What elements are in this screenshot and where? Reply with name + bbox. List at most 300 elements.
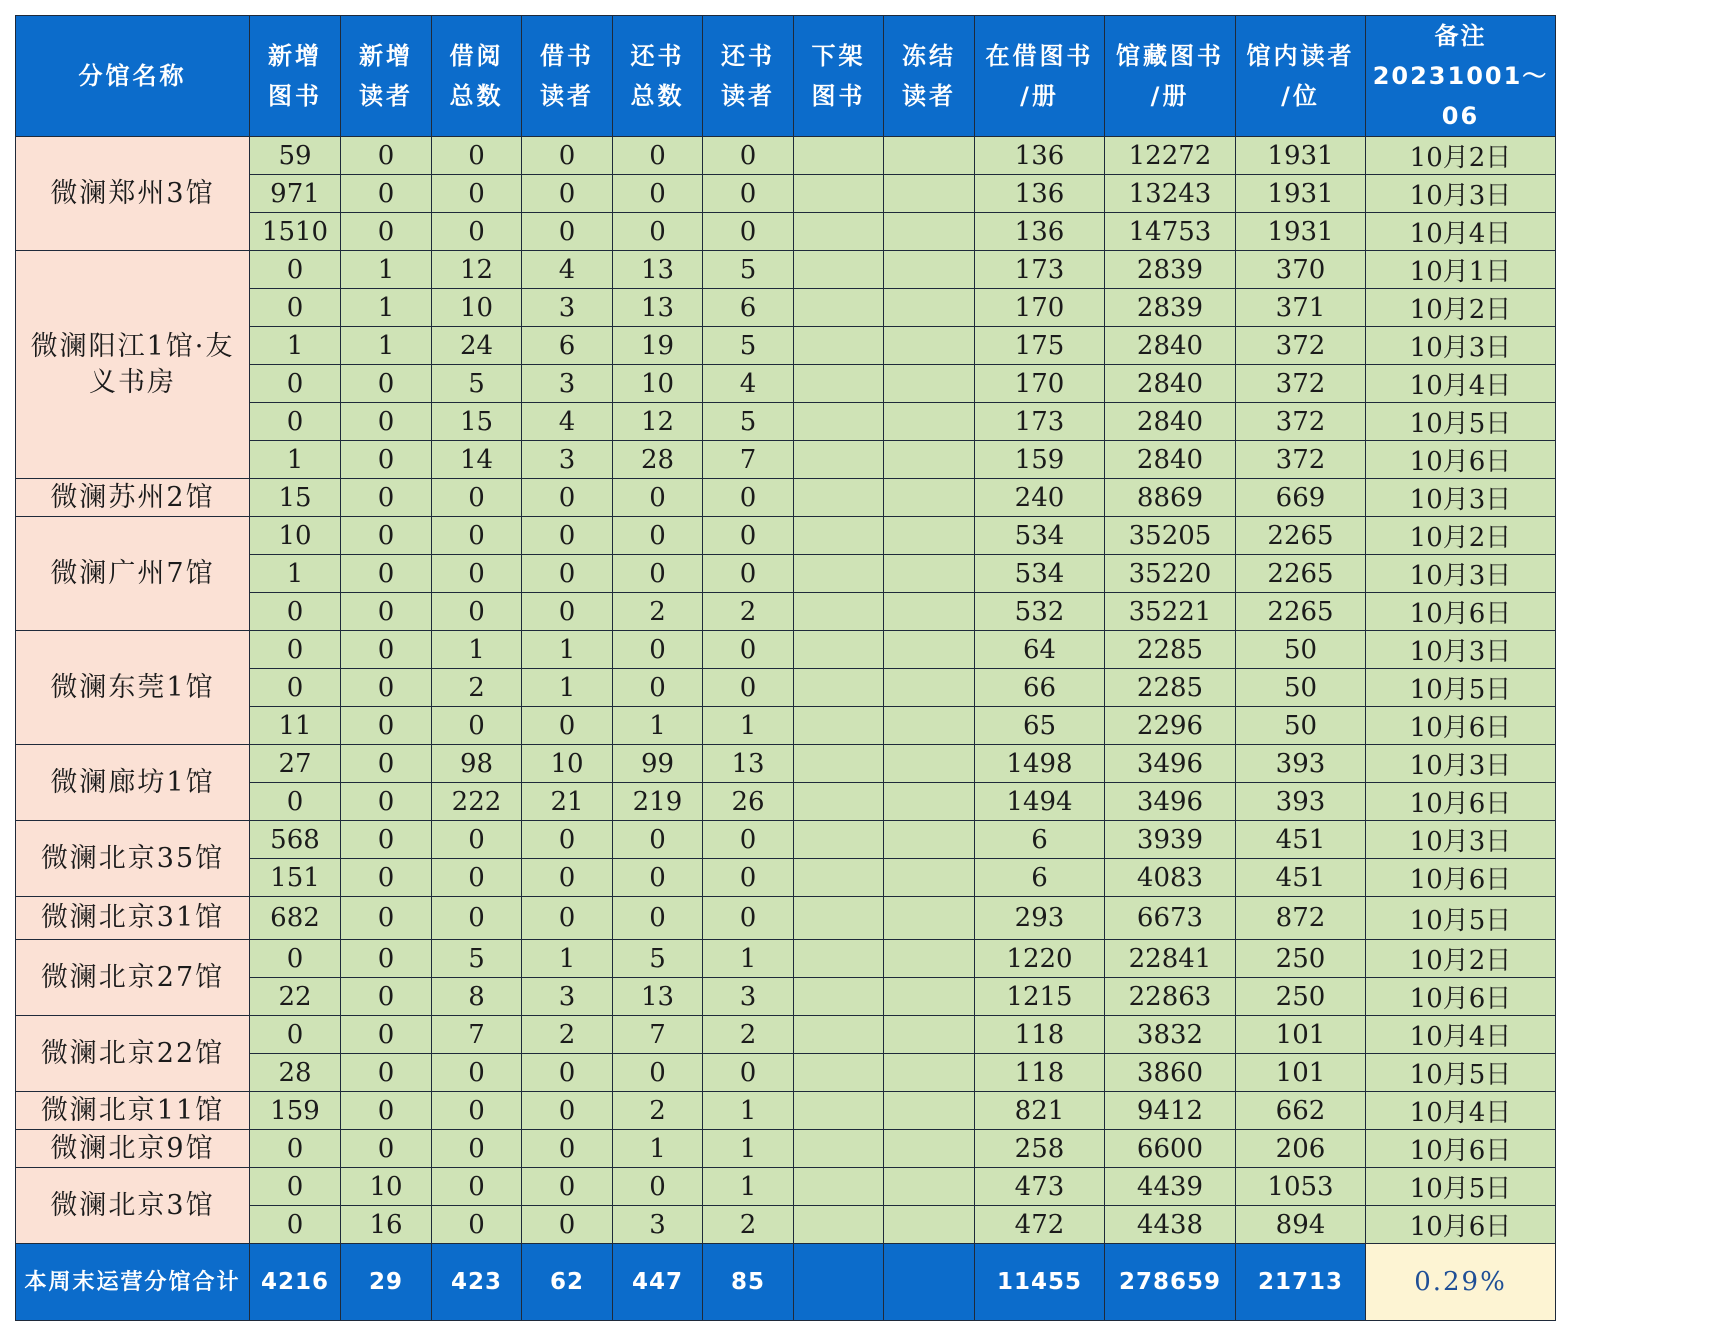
header-label: 新增: [268, 42, 322, 70]
books-on-loan-cell: 240: [975, 479, 1105, 517]
notes-cell: 10月2日: [1366, 517, 1556, 555]
frozen-readers-cell: [884, 783, 975, 821]
delisted-books-cell: [794, 251, 884, 289]
returns-total-cell: 7: [613, 1016, 703, 1054]
branch-name-cell: 微澜北京9馆: [16, 1130, 250, 1168]
header-label: 在借图书: [985, 42, 1094, 70]
new-books-cell: 0: [250, 1130, 341, 1168]
new-readers-cell: 0: [341, 517, 432, 555]
header-new-books: [250, 16, 341, 137]
notes-cell: 10月4日: [1366, 1016, 1556, 1054]
frozen-readers-cell: [884, 175, 975, 213]
loans-total-cell: 0: [432, 1130, 522, 1168]
books-on-loan-cell: 170: [975, 289, 1105, 327]
table-row: [16, 479, 1556, 517]
books-on-loan-cell: 473: [975, 1168, 1105, 1206]
borrowing-readers-cell: 0: [522, 555, 613, 593]
new-books-cell: 0: [250, 631, 341, 669]
new-books-cell: 0: [250, 1016, 341, 1054]
borrowing-readers-cell: 1: [522, 631, 613, 669]
delisted-books-cell: [794, 1168, 884, 1206]
delisted-books-cell: [794, 978, 884, 1016]
frozen-readers-cell: [884, 289, 975, 327]
readers-in-branch-cell: 372: [1236, 365, 1366, 403]
collection-books-cell: 3832: [1105, 1016, 1236, 1054]
books-on-loan-cell: 821: [975, 1092, 1105, 1130]
header-sublabel: 读者: [540, 82, 594, 110]
new-readers-cell: 0: [341, 441, 432, 479]
table-row: [16, 940, 1556, 978]
readers-in-branch-cell: 669: [1236, 479, 1366, 517]
new-readers-cell: 10: [341, 1168, 432, 1206]
borrowing-readers-cell: 6: [522, 327, 613, 365]
new-books-cell: 0: [250, 403, 341, 441]
loans-total-cell: 5: [432, 365, 522, 403]
collection-books-cell: 3496: [1105, 783, 1236, 821]
returns-total-cell: 2: [613, 593, 703, 631]
header-returns-total: [613, 16, 703, 137]
loans-total-cell: 0: [432, 897, 522, 940]
borrowing-readers-cell: 10: [522, 745, 613, 783]
new-readers-cell: 0: [341, 940, 432, 978]
frozen-readers-cell: [884, 1054, 975, 1092]
loans-total-cell: 98: [432, 745, 522, 783]
returning-readers-cell: 2: [703, 1206, 794, 1244]
borrowing-readers-cell: 2: [522, 1016, 613, 1054]
collection-books-cell: 2839: [1105, 251, 1236, 289]
loans-total-cell: 2: [432, 669, 522, 707]
header-label: 还书: [721, 42, 775, 70]
collection-books-cell: 35221: [1105, 593, 1236, 631]
books-on-loan-cell: 136: [975, 137, 1105, 175]
books-on-loan-cell: 6: [975, 821, 1105, 859]
notes-cell: 10月2日: [1366, 940, 1556, 978]
notes-cell: 10月6日: [1366, 441, 1556, 479]
returning-readers-cell: 0: [703, 897, 794, 940]
collection-books-cell: 3496: [1105, 745, 1236, 783]
delisted-books-cell: [794, 1206, 884, 1244]
borrowing-readers-cell: 4: [522, 403, 613, 441]
books-on-loan-cell: 1494: [975, 783, 1105, 821]
loans-total-cell: 0: [432, 1168, 522, 1206]
readers-in-branch-cell: 370: [1236, 251, 1366, 289]
header-label: 馆藏图书: [1116, 42, 1224, 70]
new-books-cell: 568: [250, 821, 341, 859]
new-readers-cell: 0: [341, 859, 432, 897]
header-notes: [1366, 16, 1556, 137]
frozen-readers-cell: [884, 978, 975, 1016]
returning-readers-cell: 0: [703, 479, 794, 517]
notes-cell: 10月6日: [1366, 1206, 1556, 1244]
notes-cell: 10月6日: [1366, 1130, 1556, 1168]
notes-cell: 10月1日: [1366, 251, 1556, 289]
delisted-books-cell: [794, 1092, 884, 1130]
new-readers-cell: 0: [341, 978, 432, 1016]
table-row: [16, 821, 1556, 859]
new-books-cell: 0: [250, 669, 341, 707]
notes-cell: 10月2日: [1366, 289, 1556, 327]
books-on-loan-cell: 66: [975, 669, 1105, 707]
readers-in-branch-cell: 393: [1236, 745, 1366, 783]
collection-books-cell: 6673: [1105, 897, 1236, 940]
collection-books-cell: 2840: [1105, 365, 1236, 403]
readers-in-branch-cell: 2265: [1236, 593, 1366, 631]
returning-readers-cell: 5: [703, 403, 794, 441]
total-new-readers: 29: [341, 1244, 432, 1321]
readers-in-branch-cell: 451: [1236, 859, 1366, 897]
returning-readers-cell: 6: [703, 289, 794, 327]
returns-total-cell: 0: [613, 1054, 703, 1092]
borrowing-readers-cell: 0: [522, 137, 613, 175]
collection-books-cell: 6600: [1105, 1130, 1236, 1168]
returning-readers-cell: 1: [703, 1130, 794, 1168]
returns-total-cell: 0: [613, 137, 703, 175]
new-books-cell: 0: [250, 783, 341, 821]
borrowing-readers-cell: 0: [522, 1092, 613, 1130]
new-books-cell: 59: [250, 137, 341, 175]
header-label: 馆内读者: [1246, 42, 1355, 70]
notes-cell: 10月5日: [1366, 897, 1556, 940]
header-row: [16, 16, 1556, 137]
new-books-cell: 682: [250, 897, 341, 940]
notes-cell: 10月5日: [1366, 1168, 1556, 1206]
loans-total-cell: 0: [432, 1206, 522, 1244]
header-sublabel: 总数: [630, 82, 685, 110]
new-books-cell: 0: [250, 593, 341, 631]
readers-in-branch-cell: 50: [1236, 631, 1366, 669]
readers-in-branch-cell: 451: [1236, 821, 1366, 859]
notes-cell: 10月6日: [1366, 859, 1556, 897]
new-readers-cell: 0: [341, 783, 432, 821]
new-books-cell: 1: [250, 327, 341, 365]
header-new-readers: [341, 16, 432, 137]
total-readers-in-branch: 21713: [1236, 1244, 1366, 1321]
new-readers-cell: 0: [341, 555, 432, 593]
borrowing-readers-cell: 1: [522, 669, 613, 707]
returns-total-cell: 19: [613, 327, 703, 365]
returning-readers-cell: 4: [703, 365, 794, 403]
returning-readers-cell: 26: [703, 783, 794, 821]
branch-name-cell: 微澜北京31馆: [16, 897, 250, 940]
notes-cell: 10月6日: [1366, 707, 1556, 745]
books-on-loan-cell: 1498: [975, 745, 1105, 783]
notes-cell: 10月3日: [1366, 175, 1556, 213]
borrowing-readers-cell: 0: [522, 1130, 613, 1168]
delisted-books-cell: [794, 783, 884, 821]
frozen-readers-cell: [884, 555, 975, 593]
new-readers-cell: 1: [341, 251, 432, 289]
new-books-cell: 1: [250, 555, 341, 593]
collection-books-cell: 2839: [1105, 289, 1236, 327]
returning-readers-cell: 0: [703, 137, 794, 175]
readers-in-branch-cell: 372: [1236, 441, 1366, 479]
collection-books-cell: 3939: [1105, 821, 1236, 859]
frozen-readers-cell: [884, 859, 975, 897]
loans-total-cell: 24: [432, 327, 522, 365]
new-readers-cell: 0: [341, 175, 432, 213]
returning-readers-cell: 3: [703, 978, 794, 1016]
new-readers-cell: 0: [341, 365, 432, 403]
branch-name-cell: 微澜北京35馆: [16, 821, 250, 897]
header-label: 借书: [540, 42, 594, 70]
notes-cell: 10月3日: [1366, 631, 1556, 669]
returns-total-cell: 219: [613, 783, 703, 821]
borrowing-readers-cell: 0: [522, 1168, 613, 1206]
borrowing-readers-cell: 21: [522, 783, 613, 821]
branch-name-cell: 微澜北京22馆: [16, 1016, 250, 1092]
branch-name-cell: 微澜廊坊1馆: [16, 745, 250, 821]
new-books-cell: 1510: [250, 213, 341, 251]
new-readers-cell: 0: [341, 403, 432, 441]
frozen-readers-cell: [884, 1016, 975, 1054]
table-row: [16, 251, 1556, 289]
frozen-readers-cell: [884, 1130, 975, 1168]
returning-readers-cell: 0: [703, 669, 794, 707]
new-books-cell: 151: [250, 859, 341, 897]
notes-cell: 10月3日: [1366, 327, 1556, 365]
borrowing-readers-cell: 3: [522, 289, 613, 327]
header-sublabel: 20231001～06: [1372, 62, 1549, 130]
header-sublabel: /册: [1150, 82, 1190, 110]
books-on-loan-cell: 534: [975, 517, 1105, 555]
readers-in-branch-cell: 1931: [1236, 175, 1366, 213]
loans-total-cell: 0: [432, 593, 522, 631]
loans-total-cell: 7: [432, 1016, 522, 1054]
table-row: [16, 137, 1556, 175]
delisted-books-cell: [794, 1054, 884, 1092]
delisted-books-cell: [794, 669, 884, 707]
new-books-cell: 971: [250, 175, 341, 213]
frozen-readers-cell: [884, 821, 975, 859]
returning-readers-cell: 0: [703, 1054, 794, 1092]
collection-books-cell: 2840: [1105, 403, 1236, 441]
returns-total-cell: 1: [613, 707, 703, 745]
new-books-cell: 0: [250, 251, 341, 289]
table-row: [16, 1092, 1556, 1130]
delisted-books-cell: [794, 365, 884, 403]
returning-readers-cell: 0: [703, 517, 794, 555]
frozen-readers-cell: [884, 327, 975, 365]
new-readers-cell: 0: [341, 1092, 432, 1130]
header-borrowing-readers: [522, 16, 613, 137]
returns-total-cell: 0: [613, 479, 703, 517]
readers-in-branch-cell: 1053: [1236, 1168, 1366, 1206]
frozen-readers-cell: [884, 669, 975, 707]
total-notes: 0.29%: [1366, 1244, 1556, 1321]
header-branch-name: [16, 16, 250, 137]
returning-readers-cell: 7: [703, 441, 794, 479]
borrowing-readers-cell: 0: [522, 213, 613, 251]
total-returning-readers: 85: [703, 1244, 794, 1321]
readers-in-branch-cell: 662: [1236, 1092, 1366, 1130]
returns-total-cell: 0: [613, 669, 703, 707]
new-readers-cell: 0: [341, 631, 432, 669]
branch-name-cell: 微澜阳江1馆·友义书房: [16, 251, 250, 479]
collection-books-cell: 3860: [1105, 1054, 1236, 1092]
new-readers-cell: 16: [341, 1206, 432, 1244]
total-loans-total: 423: [432, 1244, 522, 1321]
loans-total-cell: 0: [432, 479, 522, 517]
loans-total-cell: 0: [432, 213, 522, 251]
frozen-readers-cell: [884, 593, 975, 631]
branch-name-cell: 微澜苏州2馆: [16, 479, 250, 517]
new-books-cell: 0: [250, 940, 341, 978]
loans-total-cell: 5: [432, 940, 522, 978]
loans-total-cell: 12: [432, 251, 522, 289]
frozen-readers-cell: [884, 1206, 975, 1244]
new-readers-cell: 0: [341, 213, 432, 251]
delisted-books-cell: [794, 1016, 884, 1054]
returning-readers-cell: 0: [703, 555, 794, 593]
collection-books-cell: 2840: [1105, 327, 1236, 365]
returning-readers-cell: 0: [703, 213, 794, 251]
returns-total-cell: 0: [613, 821, 703, 859]
new-books-cell: 0: [250, 365, 341, 403]
frozen-readers-cell: [884, 1092, 975, 1130]
loans-total-cell: 15: [432, 403, 522, 441]
frozen-readers-cell: [884, 631, 975, 669]
delisted-books-cell: [794, 555, 884, 593]
new-readers-cell: 0: [341, 821, 432, 859]
new-books-cell: 28: [250, 1054, 341, 1092]
total-frozen-readers: [884, 1244, 975, 1321]
readers-in-branch-cell: 1931: [1236, 137, 1366, 175]
new-books-cell: 0: [250, 1168, 341, 1206]
frozen-readers-cell: [884, 517, 975, 555]
returning-readers-cell: 0: [703, 175, 794, 213]
new-readers-cell: 0: [341, 137, 432, 175]
books-on-loan-cell: 175: [975, 327, 1105, 365]
header-readers-in-branch: [1236, 16, 1366, 137]
readers-in-branch-cell: 1931: [1236, 213, 1366, 251]
notes-cell: 10月6日: [1366, 783, 1556, 821]
new-readers-cell: 0: [341, 707, 432, 745]
books-on-loan-cell: 136: [975, 213, 1105, 251]
books-on-loan-cell: 136: [975, 175, 1105, 213]
collection-books-cell: 2296: [1105, 707, 1236, 745]
returns-total-cell: 12: [613, 403, 703, 441]
frozen-readers-cell: [884, 479, 975, 517]
header-label: 分馆名称: [78, 62, 187, 90]
borrowing-readers-cell: 0: [522, 1054, 613, 1092]
returning-readers-cell: 2: [703, 593, 794, 631]
returns-total-cell: 0: [613, 555, 703, 593]
collection-books-cell: 35205: [1105, 517, 1236, 555]
returns-total-cell: 1: [613, 1130, 703, 1168]
frozen-readers-cell: [884, 745, 975, 783]
loans-total-cell: 14: [432, 441, 522, 479]
readers-in-branch-cell: 894: [1236, 1206, 1366, 1244]
new-readers-cell: 0: [341, 1054, 432, 1092]
readers-in-branch-cell: 101: [1236, 1016, 1366, 1054]
table-row: [16, 1130, 1556, 1168]
frozen-readers-cell: [884, 213, 975, 251]
borrowing-readers-cell: 0: [522, 517, 613, 555]
books-on-loan-cell: 1215: [975, 978, 1105, 1016]
new-books-cell: 10: [250, 517, 341, 555]
frozen-readers-cell: [884, 897, 975, 940]
total-delisted-books: [794, 1244, 884, 1321]
books-on-loan-cell: 170: [975, 365, 1105, 403]
returning-readers-cell: 0: [703, 631, 794, 669]
new-books-cell: 11: [250, 707, 341, 745]
borrowing-readers-cell: 3: [522, 978, 613, 1016]
delisted-books-cell: [794, 631, 884, 669]
books-on-loan-cell: 173: [975, 403, 1105, 441]
header-sublabel: 图书: [268, 82, 322, 110]
new-books-cell: 27: [250, 745, 341, 783]
new-readers-cell: 0: [341, 745, 432, 783]
table-row: [16, 745, 1556, 783]
header-loans-total: [432, 16, 522, 137]
collection-books-cell: 4438: [1105, 1206, 1236, 1244]
total-returns-total: 447: [613, 1244, 703, 1321]
header-collection-books: [1105, 16, 1236, 137]
header-sublabel: 读者: [721, 82, 775, 110]
collection-books-cell: 13243: [1105, 175, 1236, 213]
new-readers-cell: 0: [341, 1016, 432, 1054]
delisted-books-cell: [794, 707, 884, 745]
header-label: 借阅: [449, 42, 504, 70]
returning-readers-cell: 1: [703, 940, 794, 978]
readers-in-branch-cell: 250: [1236, 940, 1366, 978]
loans-total-cell: 0: [432, 859, 522, 897]
header-label: 冻结: [902, 42, 956, 70]
returning-readers-cell: 1: [703, 1168, 794, 1206]
notes-cell: 10月5日: [1366, 403, 1556, 441]
delisted-books-cell: [794, 213, 884, 251]
returning-readers-cell: 0: [703, 821, 794, 859]
returns-total-cell: 0: [613, 859, 703, 897]
notes-cell: 10月6日: [1366, 593, 1556, 631]
header-books-on-loan: [975, 16, 1105, 137]
returns-total-cell: 13: [613, 978, 703, 1016]
books-on-loan-cell: 118: [975, 1016, 1105, 1054]
readers-in-branch-cell: 393: [1236, 783, 1366, 821]
notes-cell: 10月4日: [1366, 1092, 1556, 1130]
notes-cell: 10月4日: [1366, 213, 1556, 251]
notes-cell: 10月3日: [1366, 821, 1556, 859]
returns-total-cell: 2: [613, 1092, 703, 1130]
delisted-books-cell: [794, 859, 884, 897]
header-sublabel: /位: [1281, 82, 1320, 110]
header-frozen-readers: [884, 16, 975, 137]
header-label: 下架: [811, 42, 866, 70]
collection-books-cell: 14753: [1105, 213, 1236, 251]
new-books-cell: 1: [250, 441, 341, 479]
collection-books-cell: 9412: [1105, 1092, 1236, 1130]
borrowing-readers-cell: 0: [522, 1206, 613, 1244]
loans-total-cell: 0: [432, 821, 522, 859]
collection-books-cell: 35220: [1105, 555, 1236, 593]
loans-total-cell: 0: [432, 555, 522, 593]
notes-cell: 10月3日: [1366, 479, 1556, 517]
collection-books-cell: 4083: [1105, 859, 1236, 897]
books-on-loan-cell: 6: [975, 859, 1105, 897]
notes-cell: 10月3日: [1366, 745, 1556, 783]
new-readers-cell: 1: [341, 327, 432, 365]
books-on-loan-cell: 159: [975, 441, 1105, 479]
new-readers-cell: 0: [341, 669, 432, 707]
returning-readers-cell: 1: [703, 707, 794, 745]
loans-total-cell: 8: [432, 978, 522, 1016]
books-on-loan-cell: 118: [975, 1054, 1105, 1092]
readers-in-branch-cell: 50: [1236, 669, 1366, 707]
new-books-cell: 15: [250, 479, 341, 517]
delisted-books-cell: [794, 441, 884, 479]
branch-name-cell: 微澜东莞1馆: [16, 631, 250, 745]
frozen-readers-cell: [884, 251, 975, 289]
